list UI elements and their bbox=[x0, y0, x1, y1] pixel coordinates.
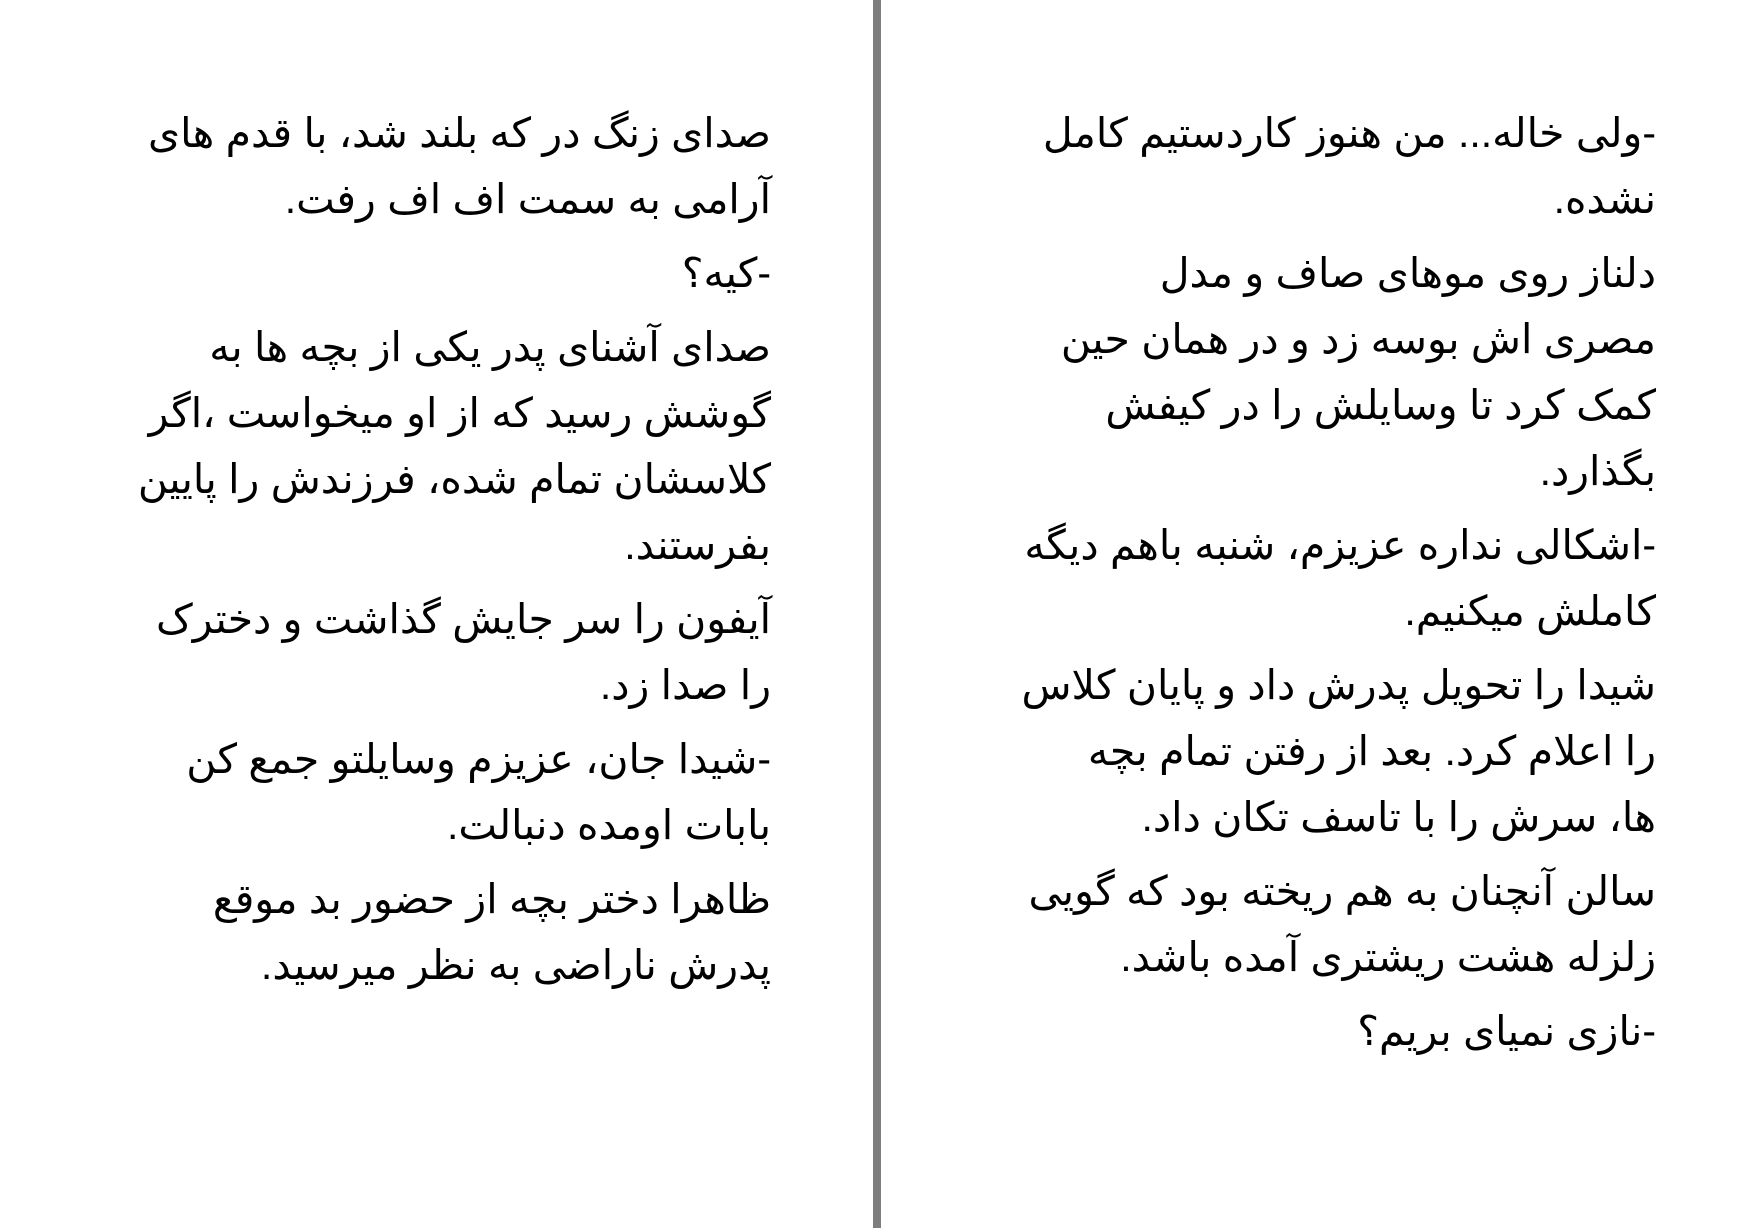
paragraph: سالن آنچنان به هم ریخته بود که گویی زلزله هشت ریشتری آمده باشد. bbox=[1028, 868, 1656, 980]
paragraph: -ولی خاله... من هنوز کاردستیم کامل نشده. bbox=[1042, 110, 1656, 222]
paragraph: دلناز روی موهای صاف و مدل مصری اش بوسه زد و در همان حین کمک کرد تا وسایلش را در کیفش بگذارد. bbox=[1060, 250, 1656, 494]
paragraph: شیدا را تحویل پدرش داد و پایان کلاس را اعلام کرد. بعد از رفتن تمام بچه ها، سرش را با تاسف تکان داد. bbox=[1021, 662, 1656, 840]
left-page bbox=[0, 0, 872, 1228]
paragraph: -اشکالی نداره عزیزم، شنبه باهم دیگه کاملش میکنیم. bbox=[1024, 522, 1656, 634]
left-page-text bbox=[71, 100, 771, 1006]
paragraph: -شیدا جان، عزیزم وسایلتو جمع کن بابات اومده دنبالت. bbox=[186, 736, 771, 848]
paragraph: ظاهرا دختر بچه از حضور بد موقع پدرش ناراضی به نظر میرسید. bbox=[212, 876, 771, 988]
paragraph: -کیه؟ bbox=[681, 250, 771, 296]
paragraph: صدای زنگ در که بلند شد، با قدم های آرامی به سمت اف اف رفت. bbox=[147, 110, 771, 222]
right-page-text bbox=[936, 100, 1656, 1072]
right-page bbox=[884, 0, 1756, 1228]
paragraph: -نازی نمیای بریم؟ bbox=[1357, 1008, 1656, 1054]
paragraph: صدای آشنای پدر یکی از بچه ها به گوشش رسید که از او میخواست ،اگر کلاسشان تمام شده، فرزندش را پایین بفرستند. bbox=[137, 324, 771, 568]
page-gutter-divider bbox=[873, 0, 881, 1228]
paragraph: آیفون را سر جایش گذاشت و دخترک را صدا زد. bbox=[156, 596, 771, 708]
